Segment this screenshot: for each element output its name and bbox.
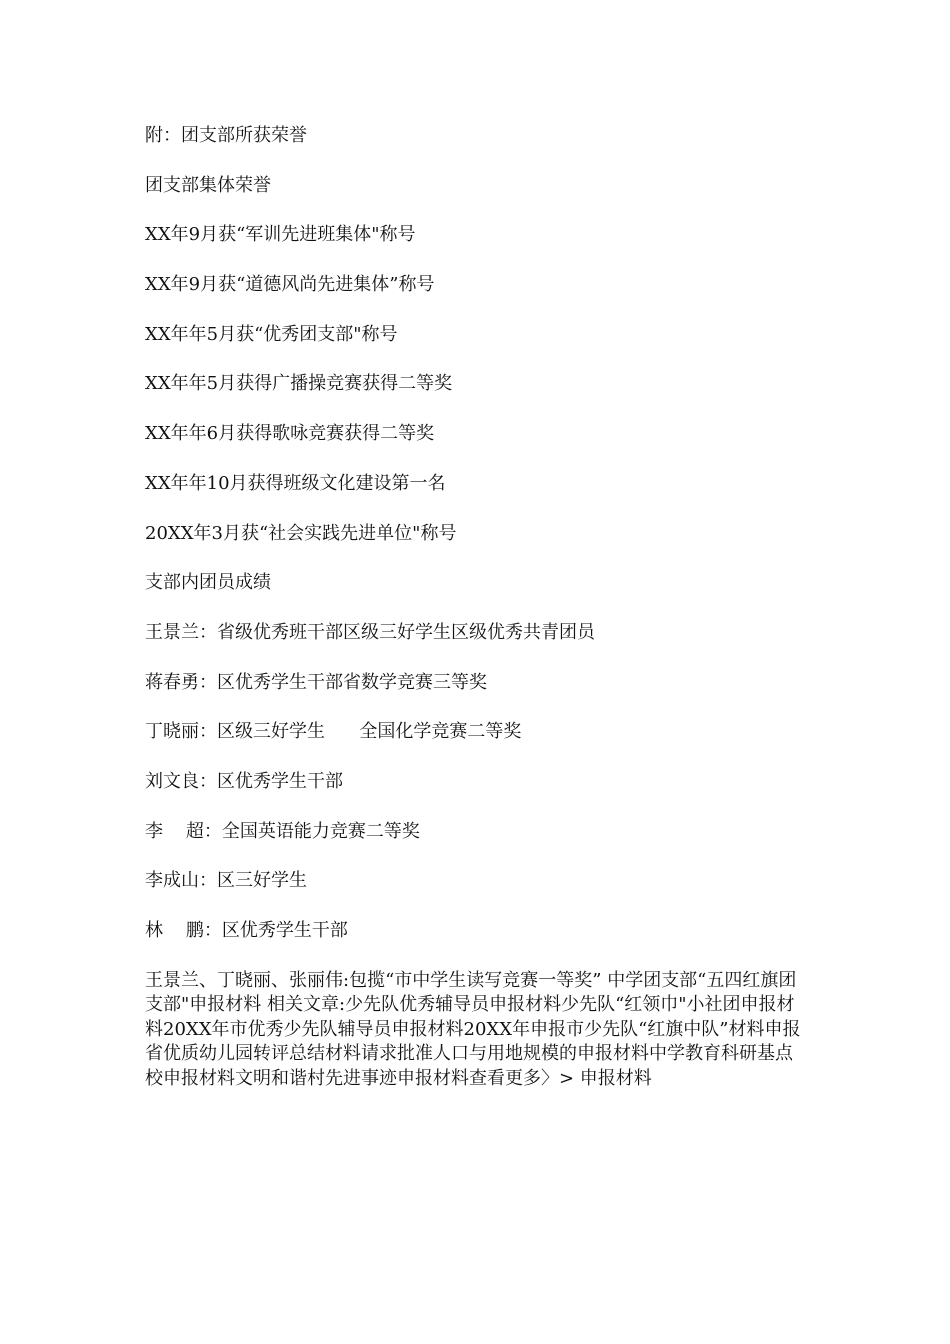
member-achievement: 丁晓丽：区级三好学生 全国化学竞赛二等奖 [145,721,522,743]
member-achievement: 林 鹏：区优秀学生干部 [145,920,348,941]
doc-heading-appendix: 附：团支部所获荣誉 [145,125,307,146]
document-body [145,124,810,1091]
member-achievement: 蒋春勇：区优秀学生干部省数学竞赛三等奖 [145,671,487,693]
member-achievement: 刘文良：区优秀学生干部 [145,770,343,792]
honor-item: 20XX年3月获“社会实践先进单位"称号 [145,522,457,544]
footer-paragraph: 王景兰、丁晓丽、张丽伟:包揽“市中学生读写竞赛一等奖” 中学团支部“五四红旗团支部"申报材料 相关文章:少先队优秀辅导员申报材料少先队“红领巾"小社团申报材料20XX年市优秀少先队辅导员申报材料20XX年申报市少先队“红旗中队”材料申报省优质幼儿园转评总结材料请求批准人口与用地规模的申报材料中学教育科研基点校申报材料文明和谐村先进事迹申报材料查看更多〉> 申报材料 [145,969,801,1089]
honor-item: XX年年5月获得广播操竞赛获得二等奖 [145,373,453,395]
member-achievement: 王景兰：省级优秀班干部区级三好学生区级优秀共青团员 [145,621,595,643]
member-achievement: 李 超：全国英语能力竞赛二等奖 [145,820,420,842]
doc-subheading-collective-honors: 团支部集体荣誉 [145,174,271,196]
member-achievement: 李成山：区三好学生 [145,870,307,892]
honor-item: XX年年10月获得班级文化建设第一名 [145,472,446,494]
honor-item: XX年年5月获“优秀团支部"称号 [145,323,398,345]
doc-subheading-member-achievements: 支部内团员成绩 [145,572,271,594]
honor-item: XX年年6月获得歌咏竞赛获得二等奖 [145,423,435,445]
honor-item: XX年9月获“军训先进班集体"称号 [145,224,416,246]
honor-item: XX年9月获“道德风尚先进集体”称号 [145,274,435,296]
